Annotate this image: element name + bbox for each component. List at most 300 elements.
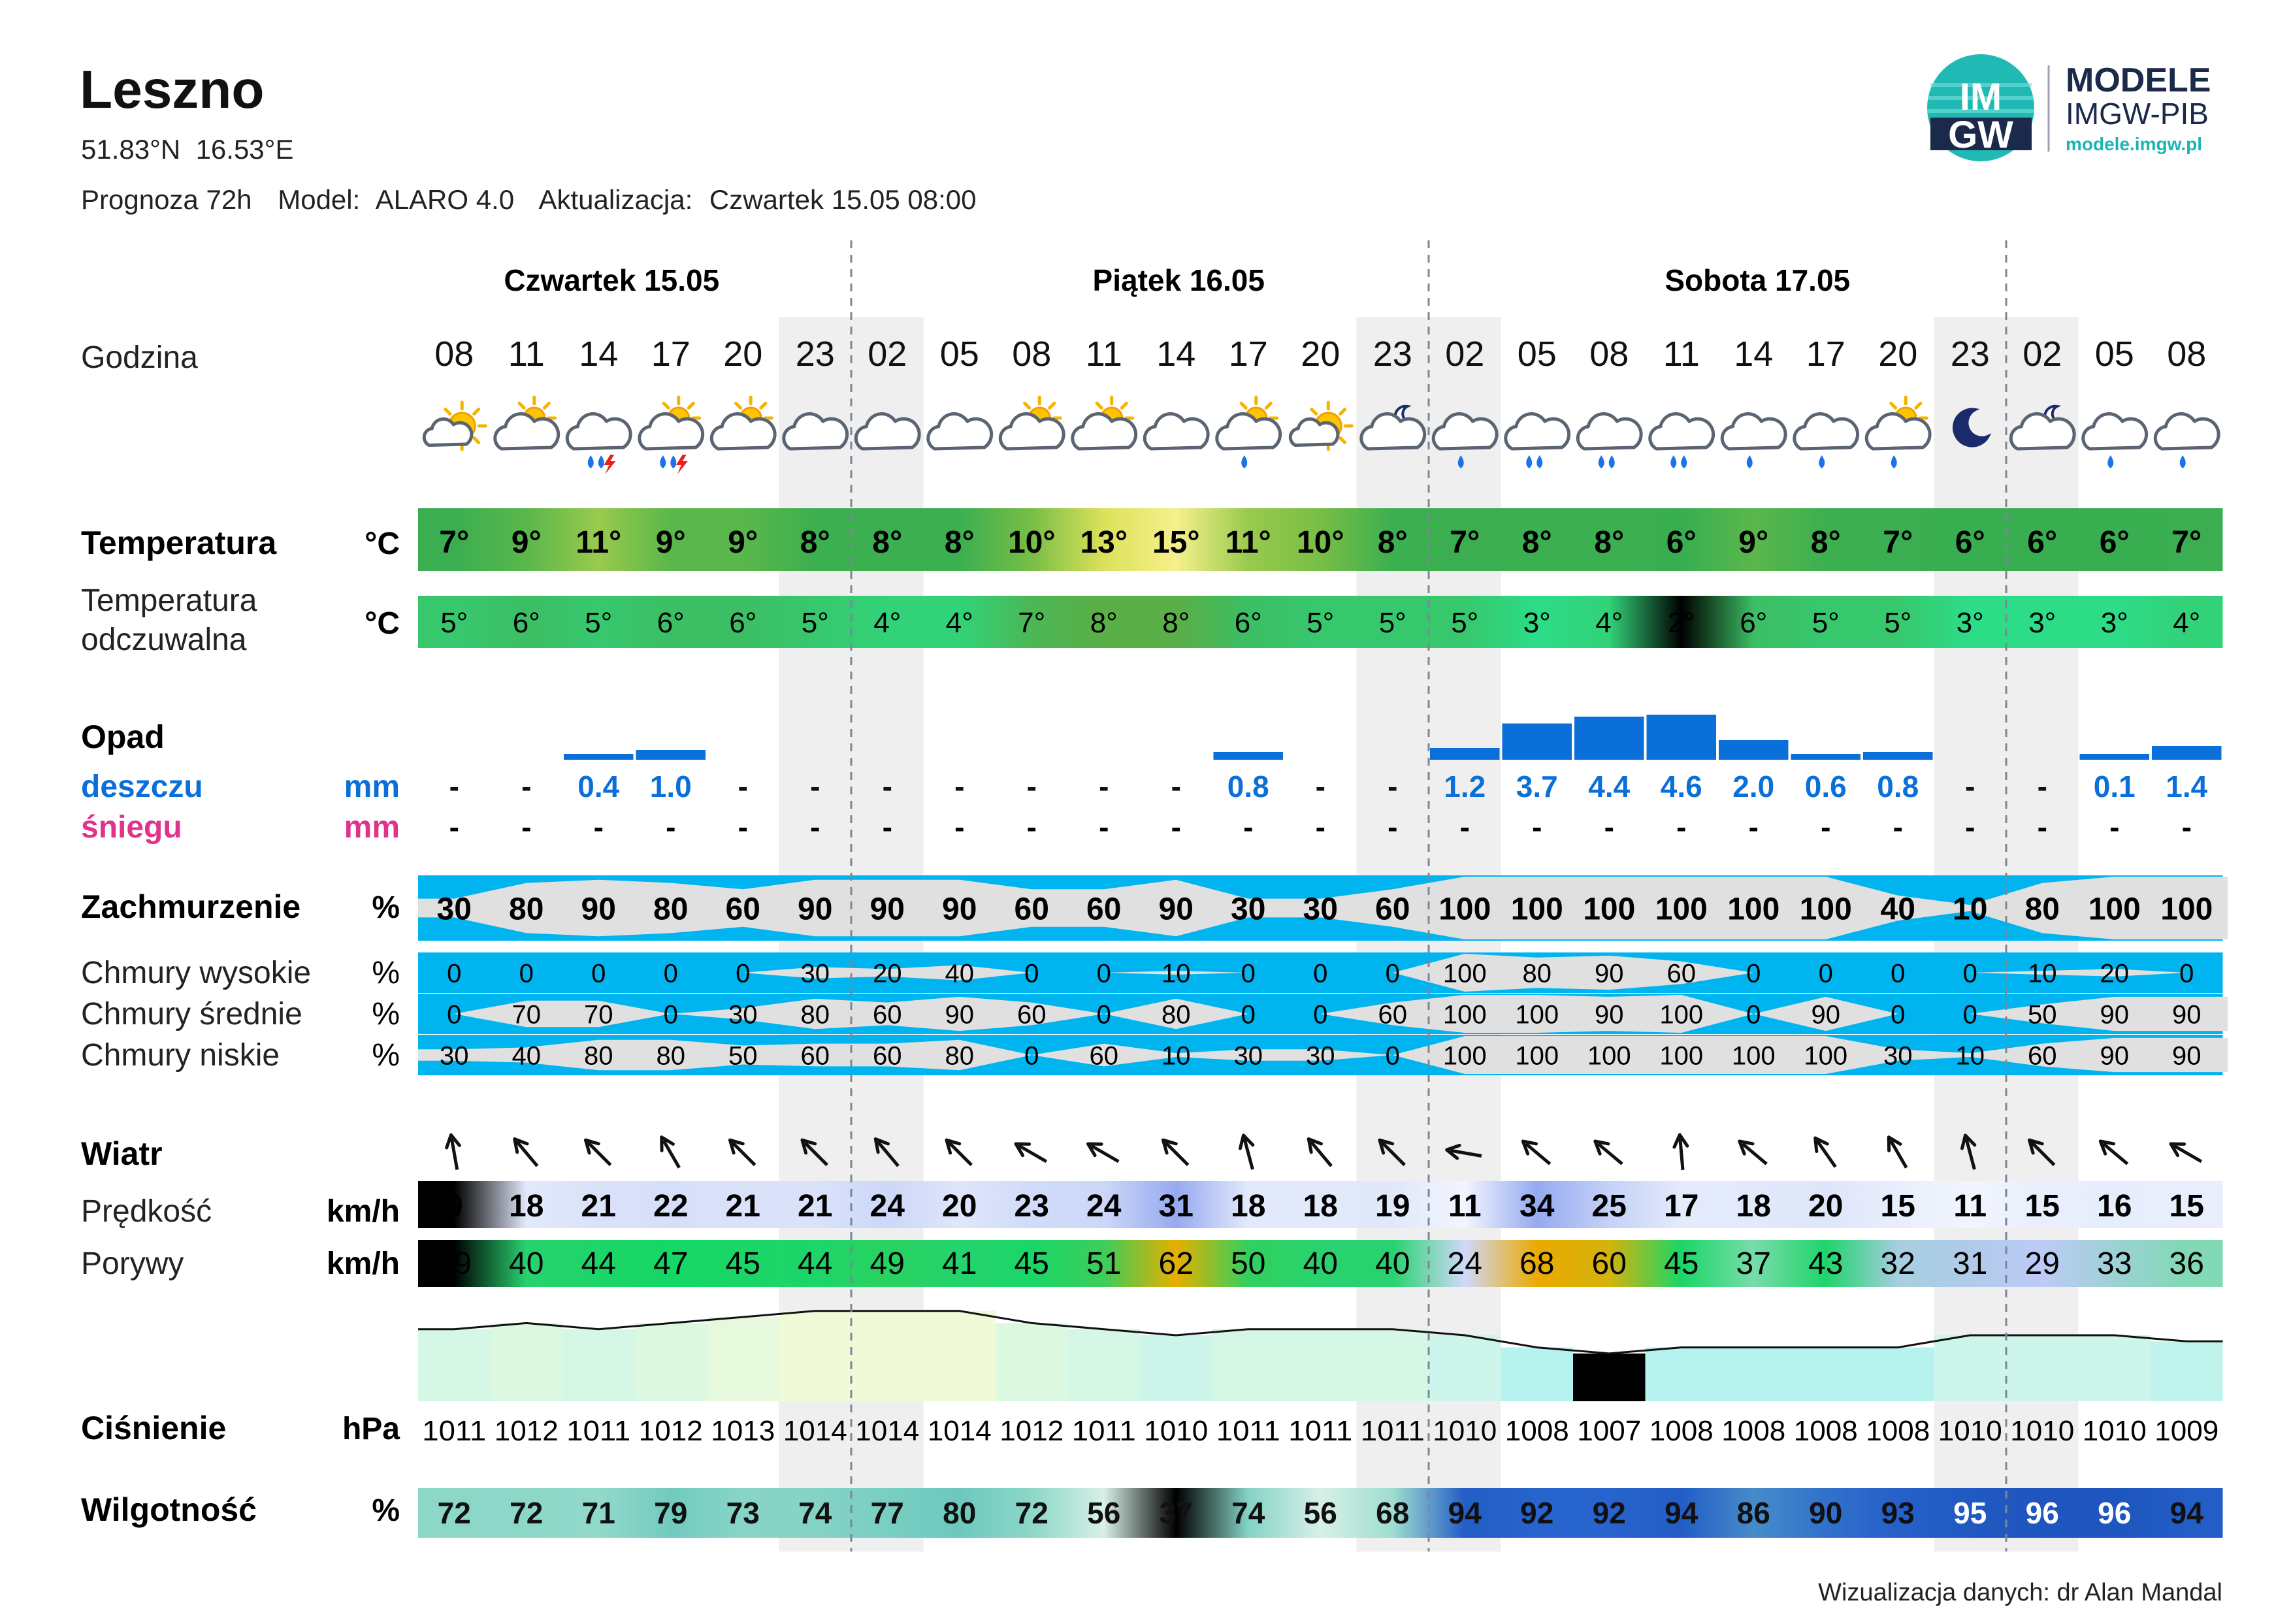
cloud-high-value: 10 xyxy=(2028,959,2057,988)
feels-like-label-1: Temperatura xyxy=(81,583,257,618)
cloud-shape xyxy=(1073,414,1136,449)
rain-label: deszczu xyxy=(81,770,203,804)
hour-label: 08 xyxy=(1012,334,1052,374)
cloud-sun-icon xyxy=(640,397,703,474)
logo-badge-bottom: GW xyxy=(1948,114,2013,156)
wind-gust-value: 41 xyxy=(942,1246,977,1281)
cloud-total-value: 30 xyxy=(1303,892,1338,927)
pressure-value: 1010 xyxy=(1433,1415,1497,1447)
rain-drop xyxy=(598,455,604,468)
cloud-high-value: 0 xyxy=(1313,959,1328,988)
rain-drop xyxy=(660,455,666,468)
cloud-mid-value: 90 xyxy=(945,1000,974,1030)
svg-text:Prognoza 72h Model: xyxy=(81,184,976,215)
wind-arrow-icon xyxy=(1883,1134,1912,1171)
cloud-shape xyxy=(640,414,703,449)
header xyxy=(80,60,976,215)
hour-label: 14 xyxy=(1156,334,1196,374)
cloud-mid-value: 70 xyxy=(584,1000,613,1030)
cloud-low-value: 100 xyxy=(1804,1041,1848,1071)
feels-like-value: 8° xyxy=(1090,607,1118,639)
temperature-value: 9° xyxy=(655,525,686,560)
cloud-mid-value: 60 xyxy=(1378,1000,1407,1030)
wind-arrow-icon xyxy=(656,1134,685,1171)
snow-value: - xyxy=(1315,810,1325,844)
wind-speed-value: 19 xyxy=(1375,1189,1410,1224)
humidity-value: 37 xyxy=(1159,1496,1193,1530)
feels-like-value: 5° xyxy=(1378,607,1406,639)
sun-ray xyxy=(446,410,450,414)
wind-gust-value: 68 xyxy=(1519,1246,1555,1281)
hour-label: 11 xyxy=(1663,334,1700,374)
pressure-value: 1011 xyxy=(1360,1415,1425,1447)
wind-speed-value: 23 xyxy=(1014,1189,1049,1224)
pressure-column xyxy=(1646,1348,1718,1401)
wind-speed-value: 34 xyxy=(1519,1189,1555,1224)
cloud-total-value: 100 xyxy=(1799,892,1852,927)
cloud-low-value: 30 xyxy=(440,1041,469,1071)
wind-arrow-icon xyxy=(1013,1138,1050,1167)
rain-value: 0.8 xyxy=(1877,770,1919,804)
cloud-low-value: 60 xyxy=(1089,1041,1118,1071)
cloud-low-value: 90 xyxy=(2100,1041,2129,1071)
pressure-column xyxy=(635,1323,707,1401)
cloud-total-value: 40 xyxy=(1880,892,1915,927)
arrow-shaft xyxy=(1526,1144,1550,1164)
pressure-value: 1012 xyxy=(494,1415,559,1447)
wind-arrow-icon xyxy=(1237,1133,1259,1171)
cloud-sun-icon xyxy=(1073,397,1136,449)
wind-arrow-icon xyxy=(1673,1134,1689,1171)
hour-label: 11 xyxy=(1085,334,1122,374)
forecast-range: Prognoza 72h xyxy=(81,184,252,215)
arrow-shaft xyxy=(1680,1139,1683,1170)
wind-arrow-icon xyxy=(581,1135,615,1169)
pressure-column xyxy=(1573,1354,1646,1401)
cloud-low-value: 0 xyxy=(1024,1041,1039,1071)
cloud-total-value: 90 xyxy=(869,892,905,927)
cloud-shape xyxy=(1650,414,1714,449)
rain-value: 2.0 xyxy=(1732,770,1775,804)
wind-label: Wiatr xyxy=(81,1135,163,1172)
pressure-value: 1013 xyxy=(711,1415,775,1447)
cloud-low-value: 100 xyxy=(1731,1041,1776,1071)
rain-bar xyxy=(636,750,706,760)
wind-speed-value: 21 xyxy=(581,1189,616,1224)
wind-arrow-icon xyxy=(725,1135,759,1169)
pressure-value: 1009 xyxy=(2154,1415,2219,1447)
rain-value: - xyxy=(1026,770,1037,804)
cloud-icon xyxy=(1578,414,1641,468)
wind-gust-value: 40 xyxy=(1375,1246,1410,1281)
pressure-value: 1014 xyxy=(783,1415,847,1447)
wind-gust-value: 45 xyxy=(725,1246,760,1281)
rain-drop xyxy=(1670,455,1676,468)
day-header: Czwartek 15.05 xyxy=(504,263,720,297)
cloud-mid-value: 0 xyxy=(447,1000,462,1030)
cloud-mid-value: 60 xyxy=(1017,1000,1047,1030)
clouds-high-unit: % xyxy=(372,956,400,990)
temperature-value: 6° xyxy=(2027,525,2058,560)
hour-label: 23 xyxy=(1950,334,1990,374)
humidity-value: 94 xyxy=(1665,1496,1698,1530)
snow-value: - xyxy=(1459,810,1470,844)
cloud-shape xyxy=(567,414,630,449)
arrow-shaft xyxy=(733,1143,755,1165)
cloud-low-value: 30 xyxy=(1233,1041,1263,1071)
cloud-low-value: 80 xyxy=(656,1041,685,1071)
hour-label: 17 xyxy=(1806,334,1845,374)
rain-drop xyxy=(1609,455,1615,468)
wind-speed-value: 20 xyxy=(1808,1189,1844,1224)
temperature-value: 9° xyxy=(511,525,542,560)
humidity-value: 80 xyxy=(943,1496,977,1530)
cloud-mid-value: 0 xyxy=(1313,1000,1328,1030)
temperature-value: 13° xyxy=(1080,525,1128,560)
cloud-shape xyxy=(1866,414,1930,449)
rain-value: 0.4 xyxy=(577,770,620,804)
cloud-low-value: 100 xyxy=(1659,1041,1704,1071)
cloud-high-value: 0 xyxy=(2179,959,2194,988)
feels-like-value: 6° xyxy=(729,607,757,639)
pressure-column xyxy=(1717,1348,1790,1401)
cloud-low-value: 0 xyxy=(1385,1041,1400,1071)
cloud-low-value: 80 xyxy=(945,1041,974,1071)
wind-gust-value: 44 xyxy=(798,1246,833,1281)
humidity-value: 74 xyxy=(1231,1496,1265,1530)
rain-value: - xyxy=(1965,770,1975,804)
pressure-value: 1012 xyxy=(638,1415,703,1447)
wind-gust-label: Porywy xyxy=(81,1246,184,1281)
cloud-total-value: 90 xyxy=(1158,892,1194,927)
sun-ray xyxy=(761,403,766,408)
pressure-column xyxy=(707,1317,779,1401)
rain-bar xyxy=(2152,746,2222,760)
feels-like-value: 5° xyxy=(1812,607,1840,639)
snow-value: - xyxy=(449,810,459,844)
sun-ray xyxy=(1122,403,1126,408)
sun-ray xyxy=(664,403,668,408)
pressure-value: 1010 xyxy=(1938,1415,2002,1447)
cloud-high-value: 100 xyxy=(1442,959,1487,988)
cloud-shape xyxy=(2155,414,2218,449)
humidity-value: 72 xyxy=(510,1496,544,1530)
cloud-total-value: 90 xyxy=(581,892,616,927)
cloud-mid-value: 90 xyxy=(2100,1000,2129,1030)
cloud-total-value: 100 xyxy=(1655,892,1708,927)
snow-value: - xyxy=(738,810,748,844)
model-label: Model: xyxy=(278,184,361,215)
pressure-value: 1011 xyxy=(566,1415,631,1447)
clouds-low-label: Chmury niskie xyxy=(81,1038,280,1073)
pressure-column xyxy=(1429,1335,1501,1401)
hour-label: 11 xyxy=(508,334,545,374)
feels-like-value: 4° xyxy=(873,607,902,639)
cloud-sun-icon xyxy=(1866,397,1930,468)
rain-value: - xyxy=(449,770,459,804)
rain-value: 4.4 xyxy=(1588,770,1631,804)
wind-gust-value: 62 xyxy=(1158,1246,1194,1281)
feels-like-value: 6° xyxy=(657,607,685,639)
temperature-value: 8° xyxy=(1810,525,1841,560)
wind-gust-value: 24 xyxy=(1447,1246,1482,1281)
wind-gust-value: 40 xyxy=(509,1246,544,1281)
cloud-icon xyxy=(567,414,630,474)
cloud-shape xyxy=(1000,414,1064,449)
rain-value: - xyxy=(738,770,748,804)
cloud-shape xyxy=(1145,414,1208,449)
arrow-shaft xyxy=(1166,1143,1188,1165)
cloud-total-value: 100 xyxy=(1727,892,1780,927)
rain-drop xyxy=(670,455,676,468)
wind-arrow-icon xyxy=(1158,1135,1192,1169)
humidity-value: 94 xyxy=(2169,1496,2203,1530)
pressure-value: 1014 xyxy=(927,1415,992,1447)
pressure-column xyxy=(1140,1335,1212,1401)
arrow-shaft xyxy=(517,1142,538,1166)
cloud-sun-icon xyxy=(1217,397,1280,468)
arrow-shaft xyxy=(1311,1142,1331,1166)
cloud-mid-value: 80 xyxy=(800,1000,830,1030)
sun-ray xyxy=(544,403,549,408)
rain-drop xyxy=(1747,455,1753,468)
rain-value: - xyxy=(1388,770,1398,804)
pressure-column xyxy=(1790,1348,1862,1401)
rain-drop xyxy=(588,455,594,468)
pressure-unit: hPa xyxy=(342,1412,400,1446)
update-label: Aktualizacja: xyxy=(538,184,693,215)
wind-arrow-icon xyxy=(1735,1136,1770,1169)
cloud-low-value: 60 xyxy=(873,1041,902,1071)
rain-value: 3.7 xyxy=(1516,770,1558,804)
cloud-total-value: 100 xyxy=(1438,892,1491,927)
snow-value: - xyxy=(666,810,676,844)
pressure-value: 1007 xyxy=(1577,1415,1642,1447)
wind-gust-value: 51 xyxy=(1086,1246,1122,1281)
cloud-high-value: 30 xyxy=(800,959,830,988)
cloud-total-value: 90 xyxy=(798,892,833,927)
cloud-low-value: 30 xyxy=(1883,1041,1913,1071)
rain-bar xyxy=(1647,715,1717,760)
snow-value: - xyxy=(1965,810,1975,844)
sun-cloud-icon xyxy=(1290,402,1352,449)
cloud-mid-value: 0 xyxy=(663,1000,678,1030)
temperature-value: 8° xyxy=(800,525,830,560)
rain-value: - xyxy=(1171,770,1181,804)
hour-label: 02 xyxy=(1445,334,1485,374)
humidity-value: 68 xyxy=(1376,1496,1410,1530)
temperature-row xyxy=(418,508,2223,571)
hour-label: 20 xyxy=(723,334,763,374)
rain-value: 1.0 xyxy=(649,770,692,804)
hour-label: 08 xyxy=(1589,334,1629,374)
cloud-shape xyxy=(1217,414,1280,449)
wind-arrow-icon xyxy=(1591,1136,1626,1169)
temperature-value: 6° xyxy=(1666,525,1697,560)
rain-bar xyxy=(564,754,634,760)
humidity-value: 95 xyxy=(1953,1496,1987,1530)
pressure-column xyxy=(779,1311,852,1401)
pressure-label: Ciśnienie xyxy=(81,1410,227,1446)
cloud-icon xyxy=(1145,414,1208,449)
snow-value: - xyxy=(1676,810,1687,844)
wind-arrow-icon xyxy=(2096,1136,2132,1169)
cloud-shape xyxy=(928,414,992,449)
wind-arrow-icon xyxy=(1304,1135,1337,1170)
humidity-label: Wilgotność xyxy=(81,1491,257,1528)
pressure-value: 1012 xyxy=(999,1415,1064,1447)
cloud-mid-value: 70 xyxy=(512,1000,541,1030)
wind-speed-value: 15 xyxy=(2024,1189,2060,1224)
cloud-total-value: 10 xyxy=(1953,892,1988,927)
cloud-shape xyxy=(424,419,472,445)
wind-speed-value: 24 xyxy=(869,1189,905,1224)
wind-speed-value: 21 xyxy=(725,1189,760,1224)
cloud-low-value: 80 xyxy=(584,1041,613,1071)
cloud-shape xyxy=(495,414,559,449)
pressure-column xyxy=(996,1323,1068,1401)
rain-drop xyxy=(1819,455,1825,468)
rain-value: 0.6 xyxy=(1804,770,1847,804)
wind-speed-value: 11 xyxy=(1953,1189,1987,1224)
wind-gust-value: 45 xyxy=(1014,1246,1049,1281)
sun-ray xyxy=(1916,403,1921,408)
rain-drop xyxy=(1599,455,1604,468)
snow-value: - xyxy=(1748,810,1759,844)
temperature-value: 8° xyxy=(1594,525,1625,560)
wind-speed-unit: km/h xyxy=(326,1194,400,1229)
temperature-value: 9° xyxy=(728,525,758,560)
wind-gust-value: 40 xyxy=(1303,1246,1338,1281)
pressure-value: 1011 xyxy=(422,1415,487,1447)
hour-label: 08 xyxy=(2167,334,2207,374)
cloud-high-value: 90 xyxy=(1595,959,1624,988)
cloud-mid-value: 100 xyxy=(1515,1000,1559,1030)
cloud-total-value: 80 xyxy=(2024,892,2060,927)
snow-value: - xyxy=(954,810,965,844)
hour-label: 23 xyxy=(1373,334,1412,374)
cloud-icon xyxy=(2155,414,2218,468)
snow-value: - xyxy=(1171,810,1181,844)
cloud-mid-value: 60 xyxy=(873,1000,902,1030)
wind-gust-unit: km/h xyxy=(326,1246,400,1281)
wind-speed-value: 20 xyxy=(942,1189,977,1224)
snow-value: - xyxy=(593,810,604,844)
humidity-value: 96 xyxy=(2025,1496,2059,1530)
hour-label: 05 xyxy=(2094,334,2134,374)
wind-speed-value: 18 xyxy=(509,1189,544,1224)
pressure-value: 1014 xyxy=(855,1415,920,1447)
cloud-sun-icon xyxy=(495,397,559,449)
city-title: Leszno xyxy=(80,60,265,120)
cloud-high-value: 0 xyxy=(1962,959,1977,988)
day-header: Sobota 17.05 xyxy=(1665,263,1851,297)
snow-value: - xyxy=(810,810,821,844)
temperature-value: 6° xyxy=(1955,525,1985,560)
wind-speed-value: 11 xyxy=(1448,1189,1482,1224)
pressure-column xyxy=(2079,1335,2151,1401)
humidity-value: 86 xyxy=(1736,1496,1770,1530)
pressure-value: 1011 xyxy=(1288,1415,1353,1447)
pressure-column xyxy=(418,1329,491,1401)
hour-label: 17 xyxy=(1228,334,1268,374)
cloud-shape xyxy=(1506,414,1569,449)
feels-like-value: 4° xyxy=(945,607,973,639)
clouds-mid-unit: % xyxy=(372,997,400,1031)
cloud-high-value: 0 xyxy=(1746,959,1761,988)
feels-like-value: 2° xyxy=(1667,607,1695,639)
pressure-value: 1011 xyxy=(1071,1415,1136,1447)
cloud-low-value: 50 xyxy=(728,1041,758,1071)
humidity-value: 92 xyxy=(1592,1496,1626,1530)
feels-like-value: 6° xyxy=(1234,607,1262,639)
hour-label: 17 xyxy=(651,334,691,374)
cloud-icon xyxy=(1506,414,1569,468)
temperature-value: 9° xyxy=(1738,525,1769,560)
humidity-value: 73 xyxy=(726,1496,760,1530)
hour-label: 05 xyxy=(939,334,979,374)
humidity-value: 94 xyxy=(1448,1496,1482,1530)
rain-value: - xyxy=(521,770,532,804)
cloud-total-value: 100 xyxy=(2088,892,2141,927)
rain-bar xyxy=(1503,724,1572,760)
arrow-shaft xyxy=(2104,1144,2128,1164)
cloud-icon xyxy=(1722,414,1785,468)
temperature-value: 8° xyxy=(1521,525,1552,560)
arrow-shaft xyxy=(1742,1144,1766,1164)
humidity-value: 93 xyxy=(1881,1496,1915,1530)
cloud-high-value: 40 xyxy=(945,959,974,988)
wind-speed-value: 17 xyxy=(1664,1189,1699,1224)
humidity-value: 56 xyxy=(1303,1496,1337,1530)
pressure-column xyxy=(491,1323,563,1401)
wind-speed-value: 9 xyxy=(445,1189,463,1224)
rain-bar xyxy=(2080,754,2150,760)
cloud-mid-value: 90 xyxy=(2172,1000,2202,1030)
cloud-mid-value: 50 xyxy=(2028,1000,2057,1030)
hour-label: 02 xyxy=(868,334,907,374)
cloud-high-value: 0 xyxy=(447,959,462,988)
temperature-unit: °C xyxy=(365,527,400,561)
rain-drop xyxy=(1891,455,1897,468)
humidity-value: 79 xyxy=(654,1496,688,1530)
pressure-column xyxy=(1068,1329,1141,1401)
sun-ray xyxy=(1241,403,1246,408)
sun-ray xyxy=(1025,403,1030,408)
cloud-low-value: 30 xyxy=(1306,1041,1335,1071)
rain-unit: mm xyxy=(344,770,400,804)
cloud-high-value: 0 xyxy=(1891,959,1906,988)
cloud-total-value: 90 xyxy=(942,892,977,927)
wind-arrow-icon xyxy=(445,1134,464,1171)
rain-bar xyxy=(1214,752,1284,760)
humidity-value: 96 xyxy=(2098,1496,2132,1530)
cloud-sun-icon xyxy=(1000,397,1064,449)
rain-value: 1.4 xyxy=(2166,770,2208,804)
day-headers xyxy=(504,263,1850,297)
footer-credit: Wizualizacja danych: dr Alan Mandal xyxy=(1818,1579,2222,1606)
hour-row-label: Godzina xyxy=(81,340,198,375)
cloud-shape xyxy=(1290,419,1338,445)
cloud-high-value: 0 xyxy=(591,959,606,988)
wind-gust-value: 47 xyxy=(653,1246,689,1281)
temperature-value: 11° xyxy=(576,525,622,560)
snow-value: - xyxy=(1026,810,1037,844)
cloud-high-value: 80 xyxy=(1522,959,1552,988)
cloud-high-value: 60 xyxy=(1666,959,1696,988)
cloud-total-value: 100 xyxy=(2160,892,2213,927)
cloud-low-value: 100 xyxy=(1515,1041,1559,1071)
